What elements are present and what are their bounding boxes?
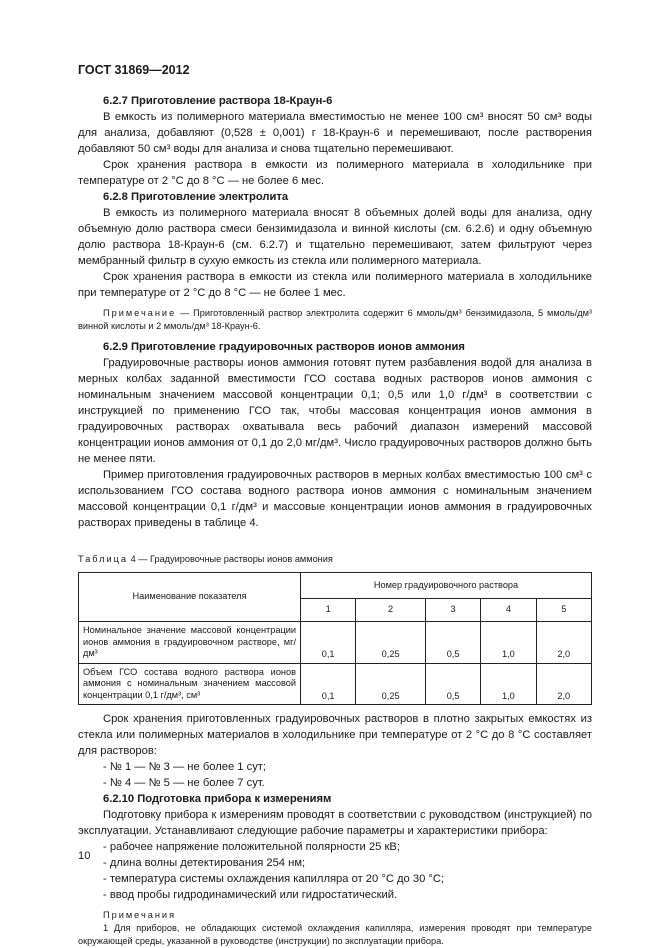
table-cell: 0,1	[301, 663, 356, 705]
table-caption-label: Таблица	[78, 554, 129, 564]
table-cell: 0,1	[301, 622, 356, 664]
section-6-2-10-paragraph-1: Подготовку прибора к измерениям проводят в соответствии с руководством (инструкцией) по эксплуатации. Устанавливают следующие рабочие параметры и характеристики прибора:	[78, 809, 592, 837]
list-item: - температура системы охлаждения капилляра от 20 °С до 30 °С;	[103, 873, 445, 885]
section-6-2-7-paragraph-1: В емкость из полимерного материала вместимостью не менее 100 см³ вносят 50 см³ воды для анализа, добавляют (0,528 ± 0,001) г 18-Краун-6 и перемешивают, после растворения добавляют 50 см³ воды для анализа и снова тщательно перемешивают.	[78, 111, 592, 155]
section-6-2-8-note	[78, 307, 592, 333]
table-caption-text: 4 — Градуировочные растворы ионов аммония	[130, 554, 333, 564]
note-text: — Приготовленный раствор электролита содержит 6 ммоль/дм³ бензимидазола, 5 ммоль/дм³ винной кислоты и 2 ммоль/дм³ 18-Краун-6.	[78, 308, 592, 331]
row-label: Объем ГСО состава водного раствора ионов аммония с номинальным значением массовой концентрации 0,1 г/дм³, см³	[79, 663, 301, 705]
section-6-2-7-heading: 6.2.7 Приготовление раствора 18-Краун-6	[103, 95, 333, 107]
column-header-name: Наименование показателя	[79, 573, 301, 622]
table-cell: 1,0	[481, 622, 536, 664]
table-header-row	[79, 573, 592, 599]
list-item: - рабочее напряжение положительной полярности 25 кВ;	[103, 841, 400, 853]
notes-label: Примечания	[103, 910, 177, 920]
column-header-number: 4	[481, 599, 536, 622]
section-6-2-9-paragraph-2: Пример приготовления градуировочных растворов в мерных колбах вместимостью 100 см³ с использованием ГСО состава водного раствора ионов аммония с номинальным значением массовой концентрации 0,1 г/дм³ и массовые концентрации ионов аммония в градуировочных растворах приведены в таблице 4.	[78, 469, 592, 529]
table-cell: 0,25	[356, 663, 426, 705]
column-header-number: 3	[425, 599, 480, 622]
column-header-number: 5	[536, 599, 591, 622]
section-6-2-9-paragraph-1: Градуировочные растворы ионов аммония готовят путем разбавления водой для анализа в мерных колбах заданной вместимости ГСО состава водных растворов ионов аммония с номинальным значением массовой концентрации 0,1; 0,5 или 1,0 г/дм³ в соответствии с инструкцией по применению ГСО так, чтобы массовая концентрация ионов аммония в градуировочных растворах охватывала весь рабочий диапазон измерений массовой концентрации ионов аммония от 0,1 до 2,0 мг/дм³. Число градуировочных растворов должно быть не менее пяти.	[78, 357, 592, 465]
document-header: ГОСТ 31869—2012	[78, 63, 190, 77]
column-header-number: 2	[356, 599, 426, 622]
table-4-caption	[78, 553, 592, 566]
column-header-group: Номер градуировочного раствора	[301, 573, 592, 599]
table-row	[79, 663, 592, 705]
list-item: - № 1 — № 3 — не более 1 сут;	[103, 761, 267, 773]
section-6-2-9-heading: 6.2.9 Приготовление градуировочных растворов ионов аммония	[103, 341, 465, 353]
storage-paragraph: Срок хранения приготовленных градуировочных растворов в плотно закрытых емкостях из стекла или полимерных материалов в холодильнике при температуре от 2 °С до 8 °С составляет для растворов:	[78, 713, 592, 757]
section-6-2-8-paragraph-2: Срок хранения раствора в емкости из стекла или полимерного материала в холодильнике при температуре от 2 °С до 8 °С — не более 1 мес.	[78, 271, 592, 299]
column-header-number: 1	[301, 599, 356, 622]
table-4	[78, 572, 592, 705]
table-cell: 0,5	[425, 622, 480, 664]
table-cell: 1,0	[481, 663, 536, 705]
section-6-2-8-heading: 6.2.8 Приготовление электролита	[103, 191, 289, 203]
list-item: - длина волны детектирования 254 нм;	[103, 857, 306, 869]
list-item: - ввод пробы гидродинамический или гидростатический.	[103, 889, 398, 901]
document-body	[78, 93, 592, 948]
section-6-2-8-paragraph-1: В емкость из полимерного материала вносят 8 объемных долей воды для анализа, одну объемную долю раствора смеси бензимидазола и винной кислоты (см. 6.2.6) и одну объемную долю раствора 18-Краун-6 (см. 6.2.7) и тщательно перемешивают, затем фильтруют через мембранный фильтр в сухую емкость из стекла или полимерного материала.	[78, 207, 592, 267]
page-number: 10	[78, 850, 91, 862]
table-row	[79, 622, 592, 664]
note-label: Примечание	[103, 308, 177, 318]
table-cell: 0,5	[425, 663, 480, 705]
table-cell: 2,0	[536, 663, 591, 705]
table-cell: 0,25	[356, 622, 426, 664]
section-6-2-7-paragraph-2: Срок хранения раствора в емкости из полимерного материала в холодильнике при температуре от 2 °С до 8 °С — не более 6 мес.	[78, 159, 592, 187]
section-6-2-10-heading: 6.2.10 Подготовка прибора к измерениям	[103, 793, 332, 805]
note-1: 1 Для приборов, не обладающих системой охлаждения капилляра, измерения проводят при температуре окружающей среды, указанной в руководстве (инструкции) по эксплуатации прибора.	[78, 923, 592, 946]
table-cell: 2,0	[536, 622, 591, 664]
list-item: - № 4 — № 5 — не более 7 сут.	[103, 777, 265, 789]
row-label: Номинальное значение массовой концентрации ионов аммония в градуировочном растворе, мг/дм³	[79, 622, 301, 664]
